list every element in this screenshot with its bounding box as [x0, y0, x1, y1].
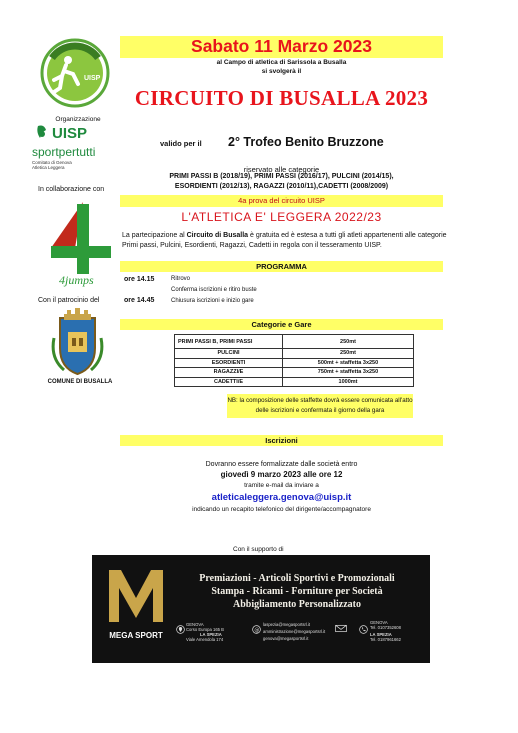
- category-cell: PRIMI PASSI B, PRIMI PASSI: [175, 335, 283, 349]
- distance-cell: 250mt: [283, 349, 414, 359]
- phone-icon: [359, 625, 368, 634]
- iscrizioni-line: tramite e-mail da inviare a: [244, 482, 319, 489]
- trophy-prefix: valido per il: [160, 139, 202, 148]
- sponsor-phone: Tel. 0107352608: [370, 625, 401, 630]
- sponsor-name: MEGA SPORT: [109, 631, 163, 640]
- iscrizioni-deadline: giovedì 9 marzo 2023 alle ore 12: [220, 470, 343, 479]
- table-row: [175, 377, 414, 387]
- nb-note: [227, 396, 413, 415]
- gare-title: Categorie e Gare: [251, 320, 312, 329]
- uisp-subtitle: [32, 160, 112, 170]
- club-logo: [40, 38, 110, 108]
- uisp-committee: Comitato di Genova: [32, 160, 72, 165]
- iscrizioni-line: indicando un recapito telefonico del dirigente/accompagnatore: [192, 506, 371, 513]
- intro-text: La partecipazione al: [122, 232, 187, 239]
- nb-line: delle iscrizioni e confermata il giorno della gara: [255, 406, 385, 414]
- sponsor-city: LA SPEZIA: [200, 632, 222, 637]
- sponsor-email: amministrazione@megasportsrl.it: [263, 629, 326, 634]
- sponsor-tagline: Abbigliamento Personalizzato: [232, 599, 362, 610]
- email-icon: [252, 625, 261, 634]
- table-row: [175, 335, 414, 349]
- distance-cell: 750mt + staffetta 3x250: [283, 368, 414, 378]
- uisp-section: Atletica Leggera: [32, 165, 65, 170]
- iscrizioni-title: Iscrizioni: [265, 436, 298, 445]
- organization-label: Organizzazione: [55, 116, 101, 123]
- uisp-logo: [30, 122, 120, 162]
- prova-label: 4a prova del circuito UISP: [238, 196, 325, 205]
- sponsor-address: Viale Amendola 174: [186, 637, 224, 642]
- svg-text:4jumps: 4jumps: [59, 273, 94, 287]
- event-date: Sabato 11 Marzo 2023: [191, 36, 372, 56]
- svg-text:sportpertutti: sportpertutti: [32, 145, 96, 159]
- table-row: [175, 349, 414, 359]
- table-row: [175, 358, 414, 368]
- svg-text:UISP: UISP: [84, 75, 101, 82]
- 4jumps-logo: [45, 198, 117, 288]
- categories-line: PRIMI PASSI B (2018/19), PRIMI PASSI (2016/17), PULCINI (2014/15),: [169, 173, 394, 180]
- sponsor-city: GENOVA: [186, 622, 204, 627]
- distance-cell: 500mt + staffetta 3x250: [283, 358, 414, 368]
- svg-text:@: @: [254, 627, 260, 634]
- held-line: si svolgerà il: [261, 68, 302, 75]
- program-time: ore 14.15: [124, 276, 155, 283]
- category-cell: RAGAZZI/E: [175, 368, 283, 378]
- intro-paragraph: [122, 231, 447, 250]
- categories-intro: riservato alle categorie: [243, 165, 320, 174]
- program-activity: Chiusura iscrizioni e inizio gare: [171, 298, 254, 304]
- support-label: Con il supporto di: [233, 546, 284, 553]
- busalla-crest: [50, 308, 105, 378]
- intro-highlight: Circuito di Busalla: [186, 232, 249, 239]
- patronage-label: Con il patrocinio del: [38, 297, 100, 304]
- iscrizioni-line: Dovranno essere formalizzate dalle società entro: [205, 461, 358, 468]
- category-cell: CADETTI/E: [175, 377, 283, 387]
- venue-line: al Campo di atletica di Sarissola a Busalla: [216, 59, 347, 66]
- svg-text:UISP: UISP: [52, 125, 88, 142]
- trophy-name: 2° Trofeo Benito Bruzzone: [228, 135, 384, 149]
- event-title: CIRCUITO DI BUSALLA 2023: [134, 86, 429, 110]
- distance-cell: 250mt: [283, 335, 414, 349]
- sponsor-email: genova@megasportsrl.it: [263, 636, 309, 641]
- sponsor-phone: Tel. 0187961662: [370, 637, 401, 642]
- envelope-icon: [334, 624, 348, 633]
- nb-line: NB: la composizione delle staffette dovrà essere comunicata all'atto: [227, 397, 413, 404]
- sponsor-tagline: Stampa - Ricami - Forniture per Società: [211, 586, 383, 597]
- iscrizioni-email-link[interactable]: atleticaleggera.genova@uisp.it: [211, 492, 352, 503]
- programma-title: PROGRAMMA: [256, 262, 307, 271]
- sponsor-city: LA SPEZIA: [370, 632, 392, 637]
- program-activity: Ritrovo: [171, 276, 191, 282]
- circuit-title: L'ATLETICA E' LEGGERA 2022/23: [181, 210, 382, 224]
- gare-table: [174, 334, 414, 387]
- program-activity: Conferma iscrizioni e ritiro buste: [171, 287, 257, 293]
- distance-cell: 1000mt: [283, 377, 414, 387]
- sponsor-address: Corso Europa 165 B: [186, 627, 224, 632]
- sponsor-tagline: Premiazioni - Articoli Sportivi e Promozionali: [199, 573, 395, 584]
- categories-line: ESORDIENTI (2012/13), RAGAZZI (2010/11),CADETTI (2008/2009): [174, 183, 389, 190]
- category-cell: PULCINI: [175, 349, 283, 359]
- sponsor-city: GENOVA: [370, 620, 388, 625]
- comune-label: COMUNE DI BUSALLA: [47, 379, 113, 385]
- category-cell: ESORDIENTI: [175, 358, 283, 368]
- program-time: ore 14.45: [124, 297, 155, 304]
- table-row: [175, 368, 414, 378]
- intro-text: è gratuita ed è estesa a tutti gli atleti appartenenti alle categorie Primi passi, Pulcini, Esordienti, Ragazzi, Cadetti in regola con il tesseramento UISP.: [122, 232, 447, 249]
- location-pin-icon: [176, 625, 185, 634]
- collaboration-label: In collaborazione con: [38, 186, 105, 193]
- sponsor-email: laspezia@megasportsrl.it: [263, 622, 311, 627]
- megasport-logo: [105, 564, 167, 624]
